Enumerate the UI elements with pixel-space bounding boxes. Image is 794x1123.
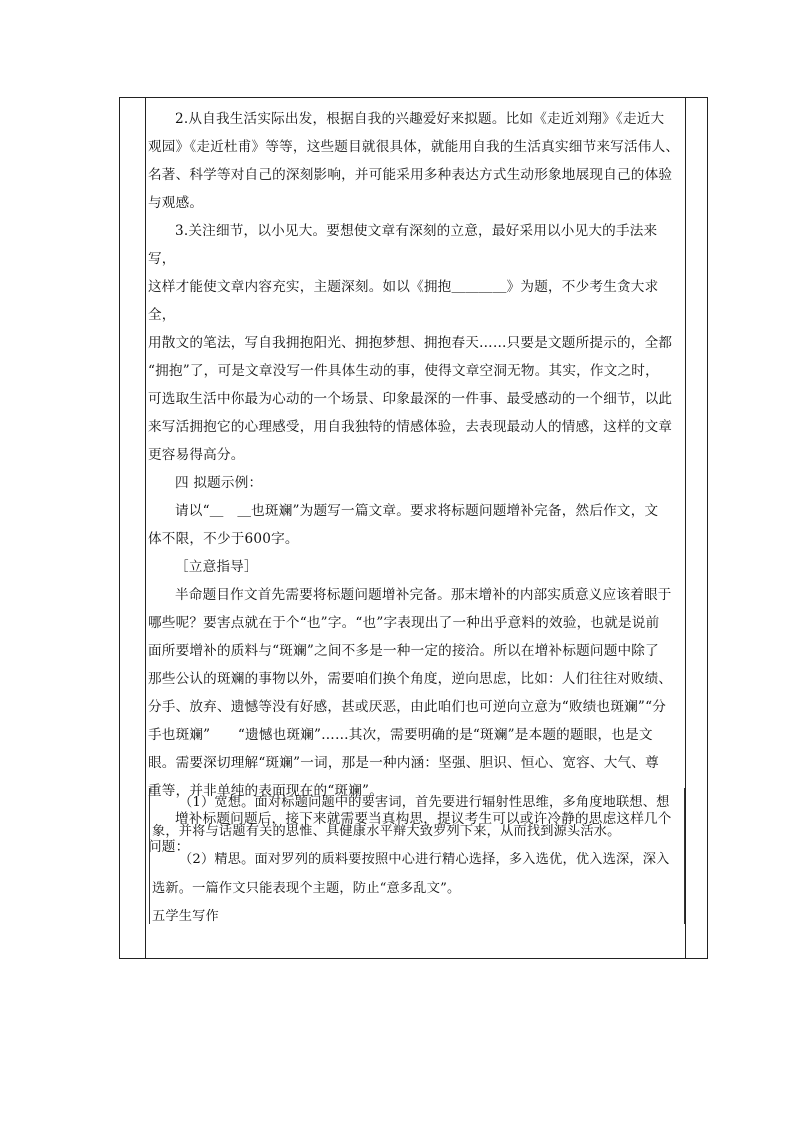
text-line: 手也斑斓” “遗憾也斑斓”……其次，需要明确的是“斑斓”是本题的题眼，也是文 [148,727,653,743]
text-line: 那些公认的斑斓的事物以外，需要咱们换个角度，逆向思虑，比如：人们往往对败绩、 [148,671,673,687]
table-right-column-border [685,98,686,958]
guide-heading: ［立意指导］ [175,559,258,575]
text-line: 名著、科学等对自己的深刻影响，并可能采用多种表达方式生动形象地展现自己的体验 [148,167,673,183]
text-line: （2）精思。面对罗列的质料要按照中心进行精心选择，多入选优，优入选深，深入 [179,852,670,867]
text-line: 观园》《走近杜甫》等等，这些题目就很具体，就能用自我的生活真实细节来写活伟人、 [148,139,680,155]
content-cell [148,98,682,861]
text-line: 分手、放弃、遗憾等没有好感，甚或厌恶，由此咱们也可逆向立意为“败绩也斑斓”“分 [148,699,667,715]
text-line: （1）宽想。面对标题问题中的要害词，首先要进行辐射性思维，多角度地联想、想 [179,795,670,810]
section-heading-4: 四 拟题示例： [175,475,263,491]
section-heading-5: 五学生写作 [152,909,219,924]
paragraph-guide [148,581,682,805]
text-line: “拥抱”了，可是文章没写一件具体生动的事，使得文章空洞无物。其实，作文之时， [148,363,659,379]
excerpt-left-border [149,788,150,924]
content-table [119,97,708,959]
embedded-excerpt-box [149,788,685,924]
text-line: 用散文的笔法，写自我拥抱阳光、拥抱梦想、拥抱春天……只要是文题所提示的，全都 [148,335,673,351]
text-line: 3.关注细节，以小见大。要想使文章有深刻的立意，最好采用以小见大的手法来写， [148,223,658,267]
text-line: 面所要增补的质料与“斑斓”之间不多是一种一定的接洽。所以在增补标题问题中除了 [148,643,659,659]
text-line: 哪些呢？要害点就在于个“也”字。“也”字表现出了一种出乎意料的效验，也就是说前 [148,615,660,631]
paragraph-point-2 [148,105,682,217]
text-line: 来写活拥抱它的心理感受，用自我独特的情感体验，去表现最动人的情感，这样的文章 [148,419,673,435]
text-line: 增补标题问题后，接下来就需要当真构思，提议考生可以或许冷静的思虑这样几个 [175,811,672,827]
text-line: 象，并将与话题有关的思惟、具健康水平辩大致罗列下来，从而找到源头活水。 [152,823,621,839]
text-line: 2.从自我生活实际出发，根据自我的兴趣爱好来拟题。比如《走近刘翔》《走近大 [175,111,665,127]
paragraph-point-3 [148,217,682,469]
excerpt-right-border [684,788,685,924]
text-line: 眼。需要深切理解“斑斓”一词，那是一种内涵：坚强、胆识、恒心、宽容、大气、尊 [148,755,659,771]
text-line: 可选取生活中你最为心动的一个场景、印象最深的一件事、最受感动的一个细节，以此 [148,391,673,407]
excerpt-point-1 [152,789,679,846]
paragraph-example-prompt [148,497,682,553]
excerpt-point-2 [152,846,679,903]
text-line: 半命题目作文首先需要将标题问题增补完备。那末增补的内部实质意义应该着眼于 [175,587,672,603]
text-line: 与观感。 [148,195,204,211]
text-line: 选新。一篇作文只能表现个主题，防止“意多乱文”。 [152,880,461,896]
text-line: 更容易得高分。 [148,447,245,463]
text-line: 这样才能使文章内容充实，主题深刻。如以《拥抱＿＿＿＿》为题，不少考生贪大求全， [148,279,659,323]
text-line: 请以“＿ ＿也斑斓”为题写一篇文章。要求将标题问题增补完备，然后作文，文 [175,503,659,519]
table-left-column-border [145,98,146,958]
text-line: 体不限，不少于600字。 [148,531,299,547]
text-line: 重等，并非单纯的表面现在的“斑斓”。 [148,783,383,799]
text-line: 问题： [148,839,190,855]
